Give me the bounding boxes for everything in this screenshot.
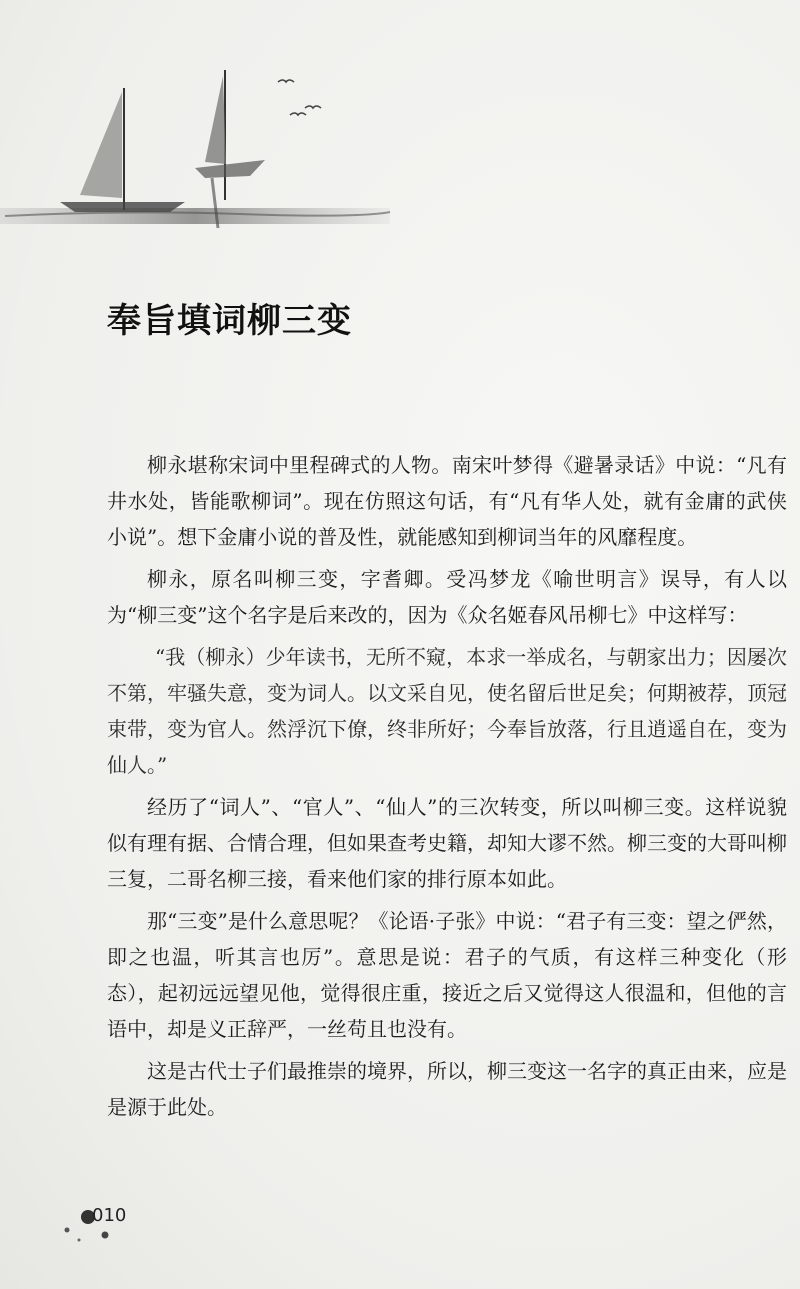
paragraph: 柳永堪称宋词中里程碑式的人物。南宋叶梦得《避暑录话》中说：“凡有井水处，皆能歌柳词”。现在仿照这句话，有“凡有华人处，就有金庸的武侠小说”。想下金庸小说的普及性，就能感知到柳词当年的风靡程度。	[107, 453, 787, 549]
quoted-paragraph: “我（柳永）少年读书，无所不窥，本求一举成名，与朝家出力；因屡次不第，牢骚失意，变为词人。以文采自见，使名留后世足矣；何期被荐，顶冠束带，变为官人。然浮沉下僚，终非所好；今奉旨放落，行且逍遥自在，变为仙人。”	[107, 645, 787, 777]
right-sailboat	[195, 70, 265, 228]
page-title: 奉旨填词柳三变	[107, 300, 352, 341]
birds-icon	[278, 80, 321, 115]
paragraph: 经历了“词人”、“官人”、“仙人”的三次转变，所以叫柳三变。这样说貌似有理有据、合情合理，但如果查考史籍，却知大谬不然。柳三变的大哥叫柳三复，二哥名柳三接，看来他们家的排行原本如此。	[107, 795, 787, 891]
paragraph: 那“三变”是什么意思呢？《论语·子张》中说：“君子有三变：望之俨然，即之也温，听其言也厉”。意思是说：君子的气质，有这样三种变化（形态），起初远远望见他，觉得很庄重，接近之后又觉得这人很温和，但他的言语中，却是义正辞严，一丝苟且也没有。	[107, 909, 787, 1041]
paragraph: 柳永，原名叫柳三变，字耆卿。受冯梦龙《喻世明言》误导，有人以为“柳三变”这个名字是后来改的，因为《众名姬春风吊柳七》中这样写：	[107, 567, 787, 627]
sailboats-ink-wash-icon	[0, 60, 400, 260]
left-sailboat	[60, 88, 185, 212]
paragraph: 这是古代士子们最推崇的境界，所以，柳三变这一名字的真正由来，应是是源于此处。	[107, 1059, 787, 1119]
page-number: 010	[92, 1205, 127, 1226]
article-body	[107, 447, 787, 1131]
